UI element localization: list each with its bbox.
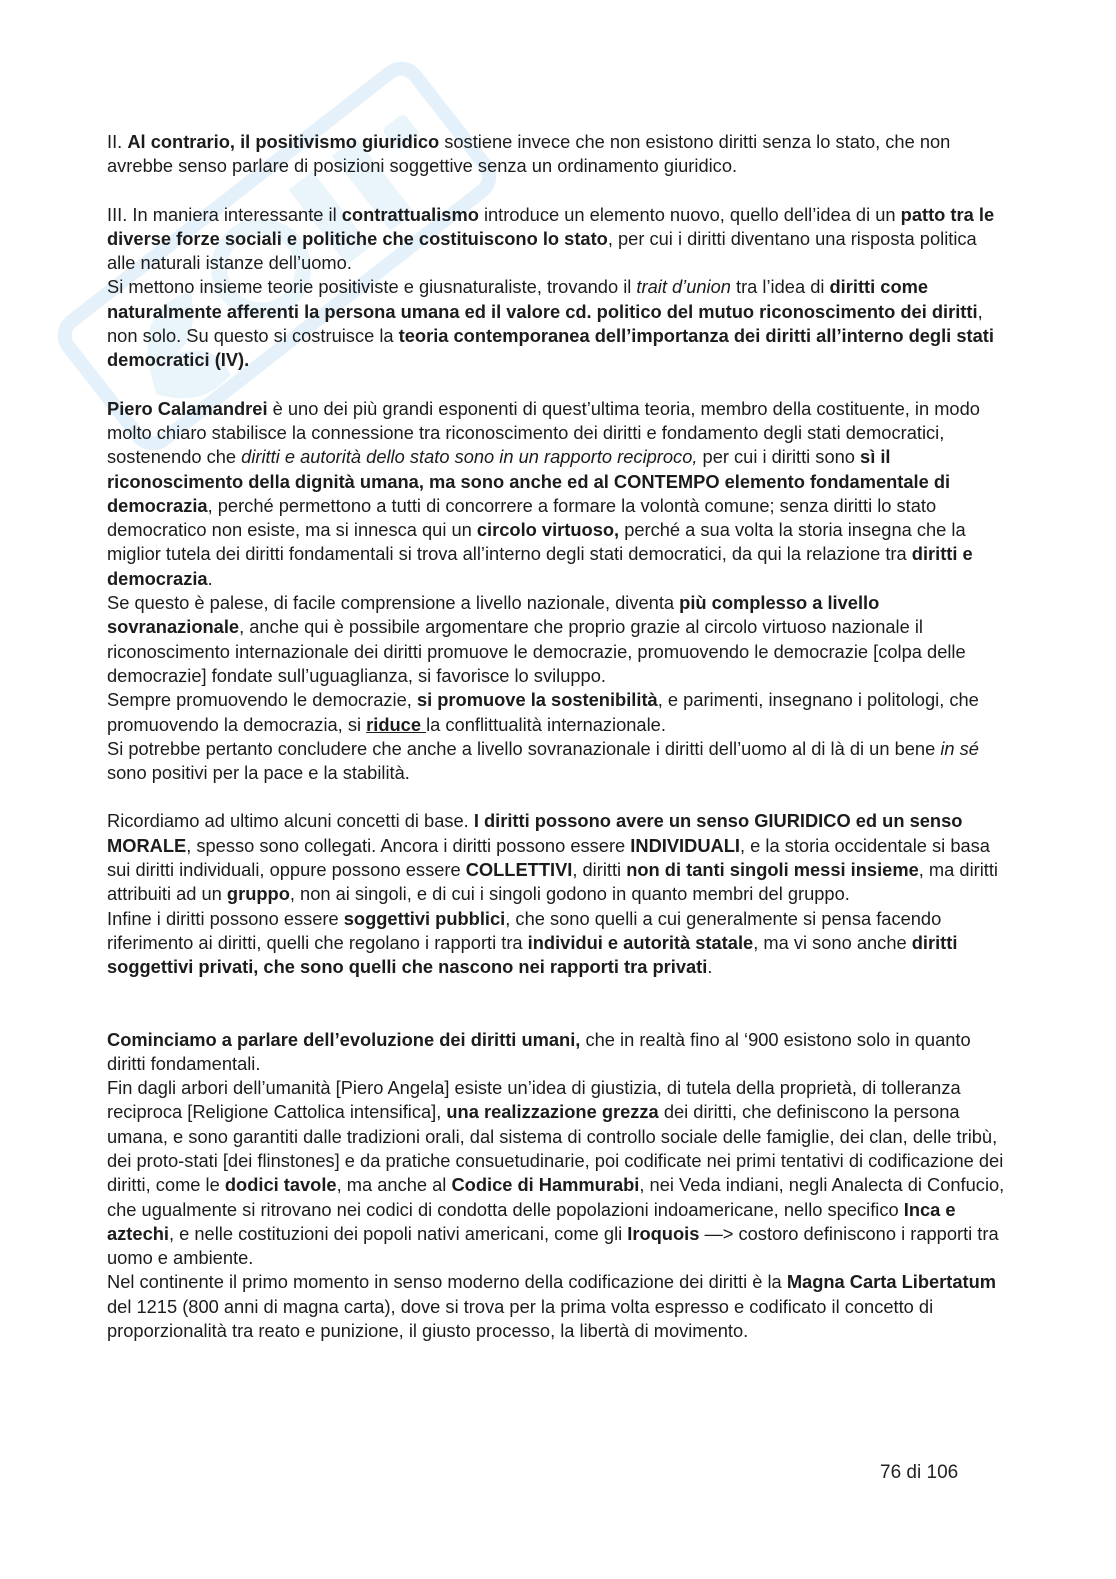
text: III. In maniera interessante il xyxy=(107,203,342,225)
paragraph-evoluzione xyxy=(107,1028,1007,1077)
text: introduce un elemento nuovo, quello dell’idea di un xyxy=(478,203,901,225)
bold-text: I diritti possono avere un senso GIURIDICO ed un senso MORALE xyxy=(107,810,963,856)
bold-text: Cominciamo a parlare dell’evoluzione dei diritti umani, xyxy=(107,1028,581,1050)
bold-text: Iroquois xyxy=(627,1222,700,1244)
text: . xyxy=(707,956,713,978)
text: . xyxy=(207,567,213,589)
paragraph-positivismo xyxy=(107,130,1007,179)
italic-text: in sé xyxy=(940,737,979,759)
bold-text: non di tanti singoli messi insieme xyxy=(626,859,919,881)
text: , perché permettono a tutti di concorrere a formare la volontà comune; senza diritti lo stato democratico non esiste, ma si innesca qui un xyxy=(107,494,937,541)
text: del 1215 (800 anni di magna carta), dove si trova per la prima volta espresso e codificato il concetto di proporzionalità tra reato e punizione, il giusto processo, la libertà di movimento. xyxy=(107,1295,934,1342)
text: , e la storia occidentale si basa sui diritti individuali, oppure possono essere xyxy=(107,834,990,881)
text: , ma diritti attribuiti ad un xyxy=(107,859,998,905)
text: la conflittualità internazionale. xyxy=(426,713,666,735)
text: , nei Veda indiani, negli Analecta di Confucio, che ugualmente si ritrovano nei codici di condotta delle popolazioni indoamericane, nello specifico xyxy=(107,1174,1005,1220)
bold-text: una realizzazione grezza xyxy=(446,1101,659,1123)
text: —> costoro definiscono i rapporti tra uomo e ambiente. xyxy=(107,1222,999,1269)
text: , ma anche al xyxy=(336,1174,452,1196)
text: , anche qui è possibile argomentare che proprio grazie al circolo virtuoso nazionale il riconoscimento internazionale dei diritti promuove le democrazie, promuovendo le democrazie [colpa delle democrazie] fondate sull’uguaglianza, si favorisce lo sviluppo. xyxy=(107,616,966,686)
text: dei diritti, che definiscono la persona umana, e sono garantiti dalle tradizioni orali, dal sistema di controllo sociale delle famiglie, dei clan, delle tribù, dei proto-stati [dei flinstones] e da pratiche consuetudinarie, poi codificate nei primi tentativi di codificazione dei diritti, come le xyxy=(107,1101,1004,1196)
paragraph-concetti-base xyxy=(107,809,1007,906)
text: Se questo è palese, di facile comprensione a livello nazionale, diventa xyxy=(107,592,680,614)
bold-text: diritti come naturalmente afferenti la persona umana ed il valore cd. politico del mutuo riconoscimento dei diritti xyxy=(107,276,978,322)
paragraph-soggettivi xyxy=(107,907,1007,980)
paragraph-contrattualismo xyxy=(107,203,1007,276)
text: , non ai singoli, e di cui i singoli godono in quanto membri del gruppo. xyxy=(289,883,850,905)
text: , per cui i diritti diventano una risposta politica alle naturali istanze dell’uomo. xyxy=(107,227,977,274)
text: , ma vi sono anche xyxy=(753,931,912,953)
page-current: 76 xyxy=(880,1462,902,1483)
bold-text: soggettivi pubblici xyxy=(343,907,506,929)
bold-text: diritti soggettivi privati, che sono quelli che nascono nei rapporti tra privati xyxy=(107,931,958,978)
paragraph-teorie xyxy=(107,275,1007,372)
text: Fin dagli arbori dell’umanità [Piero Angela] esiste un’idea di giustizia, di tutela della proprietà, di tolleranza reciproca [Religione Cattolica intensifica], xyxy=(107,1077,961,1123)
page-total: 106 xyxy=(926,1462,959,1483)
text: sostiene invece che non esistono diritti senza lo stato, che non avrebbe senso parlare di posizioni soggettive senza un ordinamento giuridico. xyxy=(107,131,951,177)
text: Si potrebbe pertanto concludere che anche a livello sovranazionale i diritti dell’uomo al di là di un bene xyxy=(107,737,941,759)
paragraph-arbori xyxy=(107,1076,1007,1270)
text: che in realtà fino al ‘900 esistono solo in quanto diritti fondamentali. xyxy=(107,1028,971,1074)
bold-text: diritti e democrazia xyxy=(107,543,973,589)
paragraph-calamandrei xyxy=(107,397,1007,591)
text: Sempre promuovendo le democrazie, xyxy=(107,689,417,711)
bold-text: Al contrario, il positivismo giuridico xyxy=(127,131,440,152)
bold-text: Piero Calamandrei xyxy=(107,397,268,419)
bold-text: INDIVIDUALI xyxy=(630,834,740,856)
text: Nel continente il primo momento in senso moderno della codificazione dei diritti è la xyxy=(107,1271,787,1293)
text: , diritti xyxy=(572,859,627,881)
text: Si mettono insieme teorie positiviste e giusnaturaliste, trovando il xyxy=(107,276,637,298)
text: II. xyxy=(107,131,128,152)
bold-text: Magna Carta Libertatum xyxy=(786,1271,997,1293)
bold-text: sì il riconoscimento della dignità umana, ma sono anche ed al CONTEMPO elemento fondamentale di democrazia xyxy=(107,446,951,516)
text: tra l’idea di xyxy=(730,276,830,298)
bold-text: circolo virtuoso, xyxy=(476,519,620,541)
bold-text: teoria contemporanea dell’importanza dei diritti all’interno degli stati democratici (IV). xyxy=(107,325,994,371)
text: perché a sua volta la storia insegna che la miglior tutela dei diritti fondamentali si trova all’interno degli stati democratici, da qui la relazione tra xyxy=(107,519,966,565)
text: , spesso sono collegati. Ancora i diritti possono essere xyxy=(186,834,631,856)
bold-text: gruppo xyxy=(226,883,290,905)
text: Ricordiamo ad ultimo alcuni concetti di base. xyxy=(107,810,474,832)
bold-text: patto tra le diverse forze sociali e politiche che costituiscono lo stato xyxy=(107,203,995,249)
bold-text: più complesso a livello sovranazionale xyxy=(107,592,880,638)
text: , non solo. Su questo si costruisce la xyxy=(107,300,983,347)
page-number xyxy=(880,1462,958,1484)
text: Infine i diritti possono essere xyxy=(107,907,344,929)
bold-text: Inca e aztechi xyxy=(107,1198,956,1244)
bold-text: COLLETTIVI xyxy=(465,859,573,881)
paragraph-magna-carta xyxy=(107,1270,1007,1343)
bold-text: dodici tavole xyxy=(224,1174,337,1196)
italic-text: diritti e autorità dello stato sono in un rapporto reciproco, xyxy=(241,446,698,468)
bold-text: Codice di Hammurabi xyxy=(451,1174,640,1196)
bold-text: si promuove la sostenibilità xyxy=(416,689,658,711)
text: per cui i diritti sono xyxy=(697,446,861,468)
page-separator: di xyxy=(901,1462,927,1483)
bold-text: contrattualismo xyxy=(341,203,479,225)
paragraph-sovranazionale xyxy=(107,591,1007,688)
bold-text: individui e autorità statale xyxy=(527,931,754,953)
paragraph-conclusione xyxy=(107,737,1007,786)
text: , che sono quelli a cui generalmente si pensa facendo riferimento ai diritti, quelli che regolano i rapporti tra xyxy=(107,907,942,953)
italic-text: trait d’union xyxy=(636,276,731,298)
paragraph-sostenibilita xyxy=(107,688,1007,737)
text: è uno dei più grandi esponenti di quest’ultima teoria, membro della costituente, in modo molto chiaro stabilisce la connessione tra riconoscimento dei diritti e fondamento degli stati democratici, sostenendo che xyxy=(107,397,980,468)
underlined-text: riduce xyxy=(366,713,427,735)
text: sono positivi per la pace e la stabilità. xyxy=(107,762,410,784)
page-body xyxy=(107,130,1007,1343)
text: , e parimenti, insegnano i politologi, che promuovendo la democrazia, si xyxy=(107,689,979,735)
text: , e nelle costituzioni dei popoli nativi americani, come gli xyxy=(168,1222,628,1244)
